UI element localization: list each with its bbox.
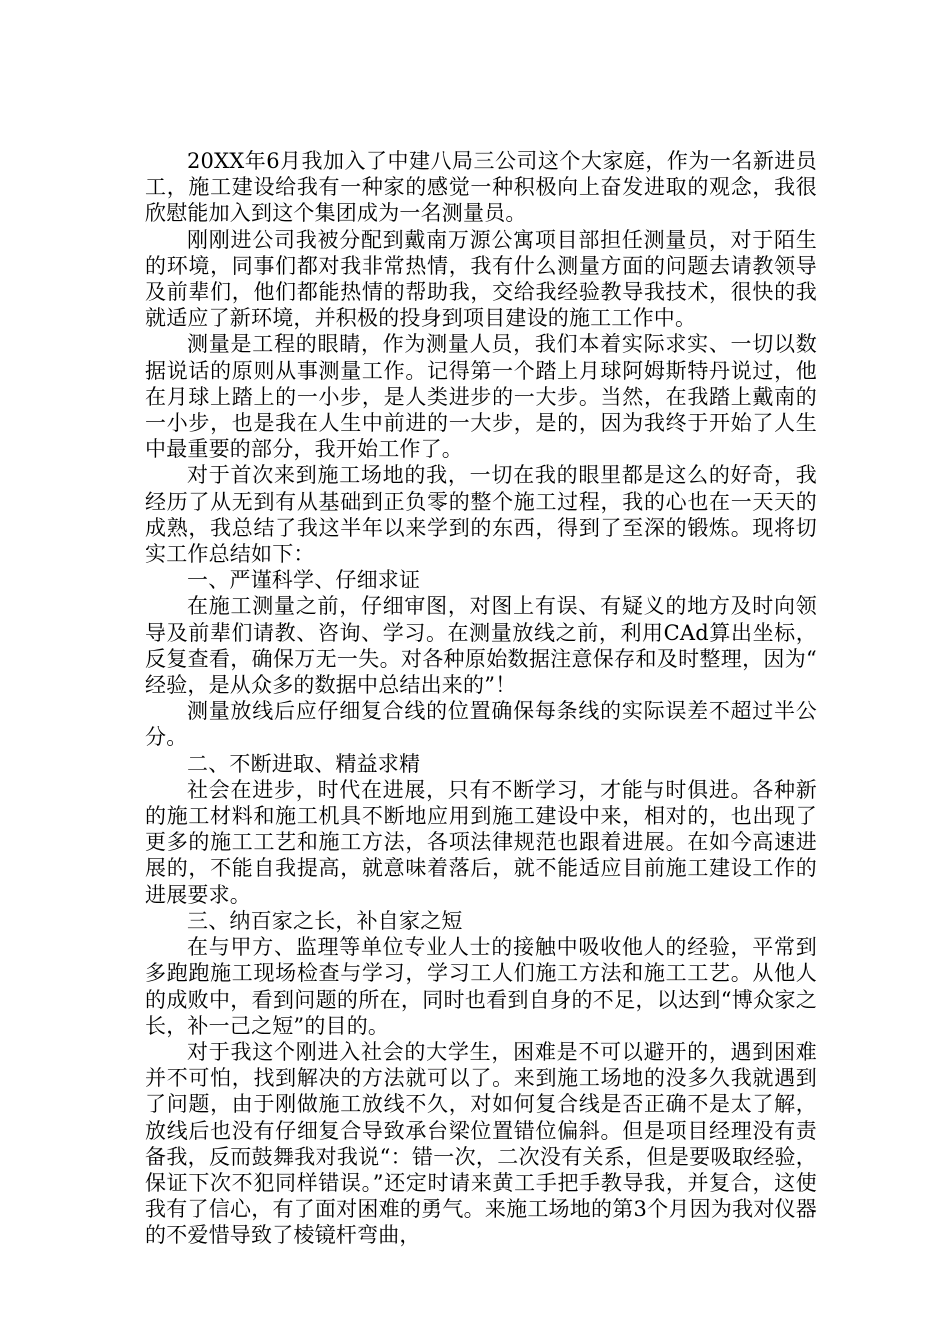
paragraph-3: 测量是工程的眼睛，作为测量人员，我们本着实际求实、一切以数据说话的原则从事测量工作。记得第一个踏上月球阿姆斯特丹说过，他在月球上踏上的一小步，是人类进步的一大步。当然，在我踏上戴南的一小步，也是我在人生中前进的一大步，是的，因为我终于开始了人生中最重要的部分，我开始工作了。 [145, 332, 817, 462]
section-heading-2: 二、不断进取、精益求精 [187, 751, 421, 776]
section-heading-3: 三、纳百家之长，补自家之短 [187, 908, 463, 933]
paragraph-7: 社会在进步，时代在进展，只有不断学习，才能与时俱进。各种新的施工材料和施工机具不断地应用到施工建设中来，相对的，也出现了更多的施工工艺和施工方法，各项法律规范也跟着进展。在如今高速进展的，不能自我提高，就意味着落后，就不能适应目前施工建设工作的进展要求。 [145, 777, 817, 907]
paragraph-5: 在施工测量之前，仔细审图，对图上有误、有疑义的地方及时向领导及前辈们请教、咨询、学习。在测量放线之前，利用CAd算出坐标，反复查看，确保万无一失。对各种原始数据注意保存和及时整理，因为“经验，是从众多的数据中总结出来的”！ [145, 594, 817, 698]
paragraph-8: 在与甲方、监理等单位专业人士的接触中吸收他人的经验，平常到多跑跑施工现场检查与学习，学习工人们施工方法和施工工艺。从他人的成败中，看到问题的所在，同时也看到自身的不足，以达到“博众家之长，补一己之短”的目的。 [145, 935, 817, 1038]
paragraph-6: 测量放线后应仔细复合线的位置确保每条线的实际误差不超过半公分。 [145, 699, 817, 750]
paragraph-9: 对于我这个刚进入社会的大学生，困难是不可以避开的，遇到困难并不可怕，找到解决的方法就可以了。来到施工场地的没多久我就遇到了问题，由于刚做施工放线不久，对如何复合线是否正确不是太了解，放线后也没有仔细复合导致承台梁位置错位偏斜。但是项目经理没有责备我，反而鼓舞我对我说“：错一次，二次没有关系，但是要吸取经验，保证下次不犯同样错误。”还定时请来黄工手把手教导我，并复合，这使我有了信心，有了面对困难的勇气。来施工场地的第3个月因为我对仪器的不爱惜导致了棱镜杆弯曲， [145, 1039, 817, 1248]
paragraph-4: 对于首次来到施工场地的我，一切在我的眼里都是这么的好奇，我经历了从无到有从基础到正负零的整个施工过程，我的心也在一天天的成熟，我总结了我这半年以来学到的东西，得到了至深的锻炼。现将切实工作总结如下： [145, 463, 817, 567]
paragraph-2: 刚刚进公司我被分配到戴南万源公寓项目部担任测量员，对于陌生的环境，同事们都对我非常热情，我有什么测量方面的问题去请教领导及前辈们，他们都能热情的帮助我，交给我经验教导我技术，很快的我就适应了新环境，并积极的投身到项目建设的施工工作中。 [145, 227, 817, 331]
section-heading-1: 一、严谨科学、仔细求证 [187, 568, 421, 593]
document-body [145, 148, 817, 1249]
paragraph-1: 20XX年6月我加入了中建八局三公司这个大家庭，作为一名新进员工，施工建设给我有一种家的感觉一种积极向上奋发进取的观念，我很欣慰能加入到这个集团成为一名测量员。 [145, 149, 817, 226]
